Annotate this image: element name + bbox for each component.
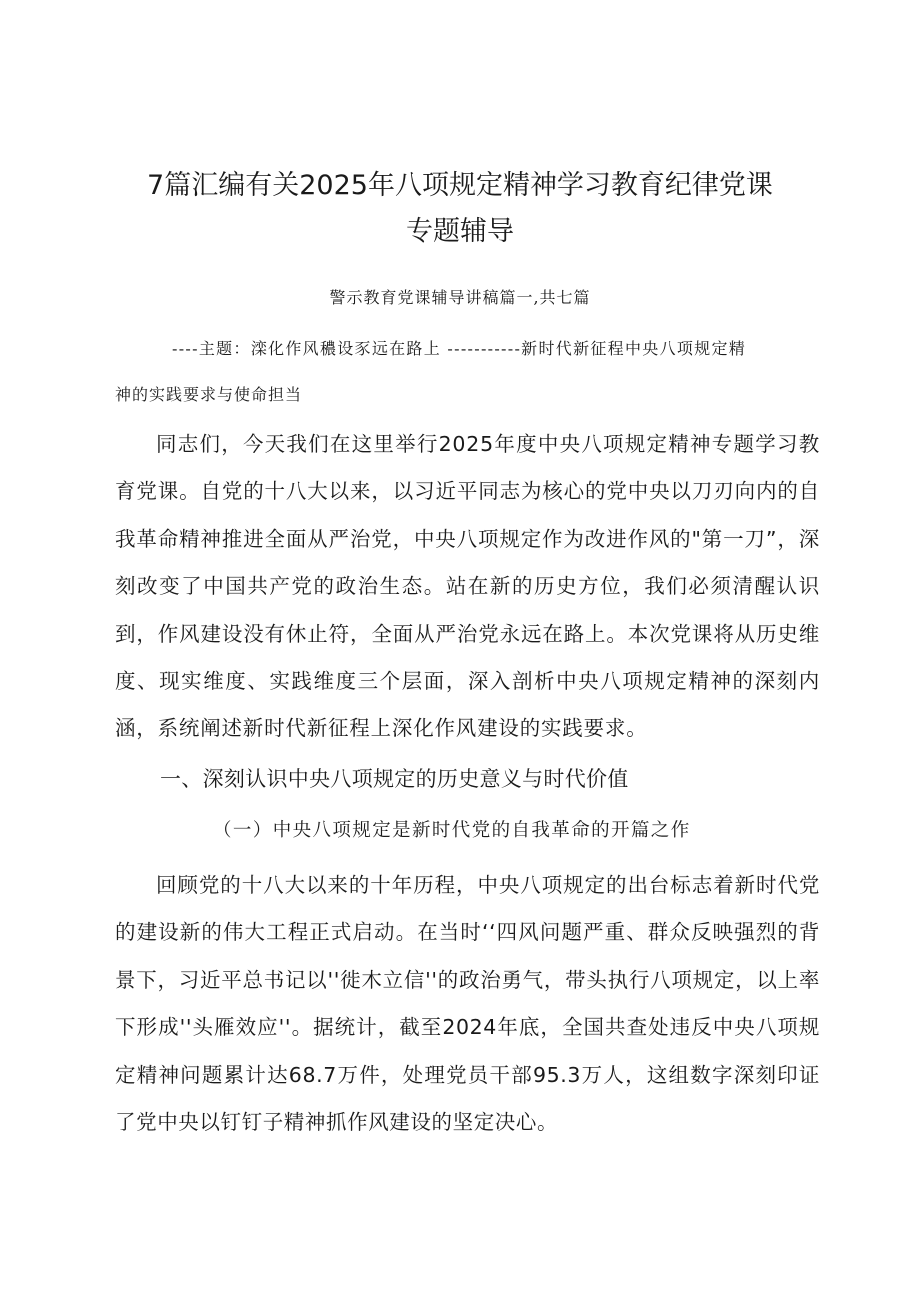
document-subtitle: 警示教育党课辅导讲稿篇一,共七篇 — [329, 288, 591, 307]
document-title-line2: 专题辅导 — [406, 216, 514, 247]
subsection-heading: （一）中央八项规定是新时代党的自我革命的开篇之作 — [213, 820, 691, 841]
body-paragraph: 回顾党的十八大以来的十年历程，中央八项规定的出台标志着新时代党的建设新的伟大工程正式启动。在当时‘‘四风问题严重、群众反映强烈的背景下，习近平总书记以''徙木立信''的政治勇气，带头执行八项规定，以上率下形成''头雁效应''。据统计，截至2024年底，全国共查处违反中央八项规定精神问题累计达68.7万件，处理党员干部95.3万人，这组数字深刻印证了党中央以钉钉子精神抓作风建设的坚定决心。 — [115, 873, 820, 1135]
document-title-line1: 7篇汇编有关2025年八项规定精神学习教育纪律党课 — [147, 170, 773, 201]
theme-line2: 神的实践要求与使命担当 — [115, 385, 303, 404]
intro-paragraph: 同志们，今天我们在这里举行2025年度中央八项规定精神专题学习教育党课。自党的十八大以来，以习近平同志为核心的党中央以刀刃向内的自我革命精神推进全面从严治党，中央八项规定作为改进作风的"第一刀”，深刻改变了中国共产党的政治生态。站在新的历史方位，我们必须清醒认识到，作风建设没有休止符，全面从严治党永远在路上。本次党课将从历史维度、现实维度、实践维度三个层面，深入剖析中央八项规定精神的深刻内涵，系统阐述新时代新征程上深化作风建设的实践要求。 — [115, 432, 820, 741]
section-heading: 一、深刻认识中央八项规定的历史意义与时代价值 — [160, 767, 629, 791]
theme-line1: ----主题：滦化作风穠设豕远在路上 -----------新时代新征程中央八项规定精 — [172, 339, 747, 358]
